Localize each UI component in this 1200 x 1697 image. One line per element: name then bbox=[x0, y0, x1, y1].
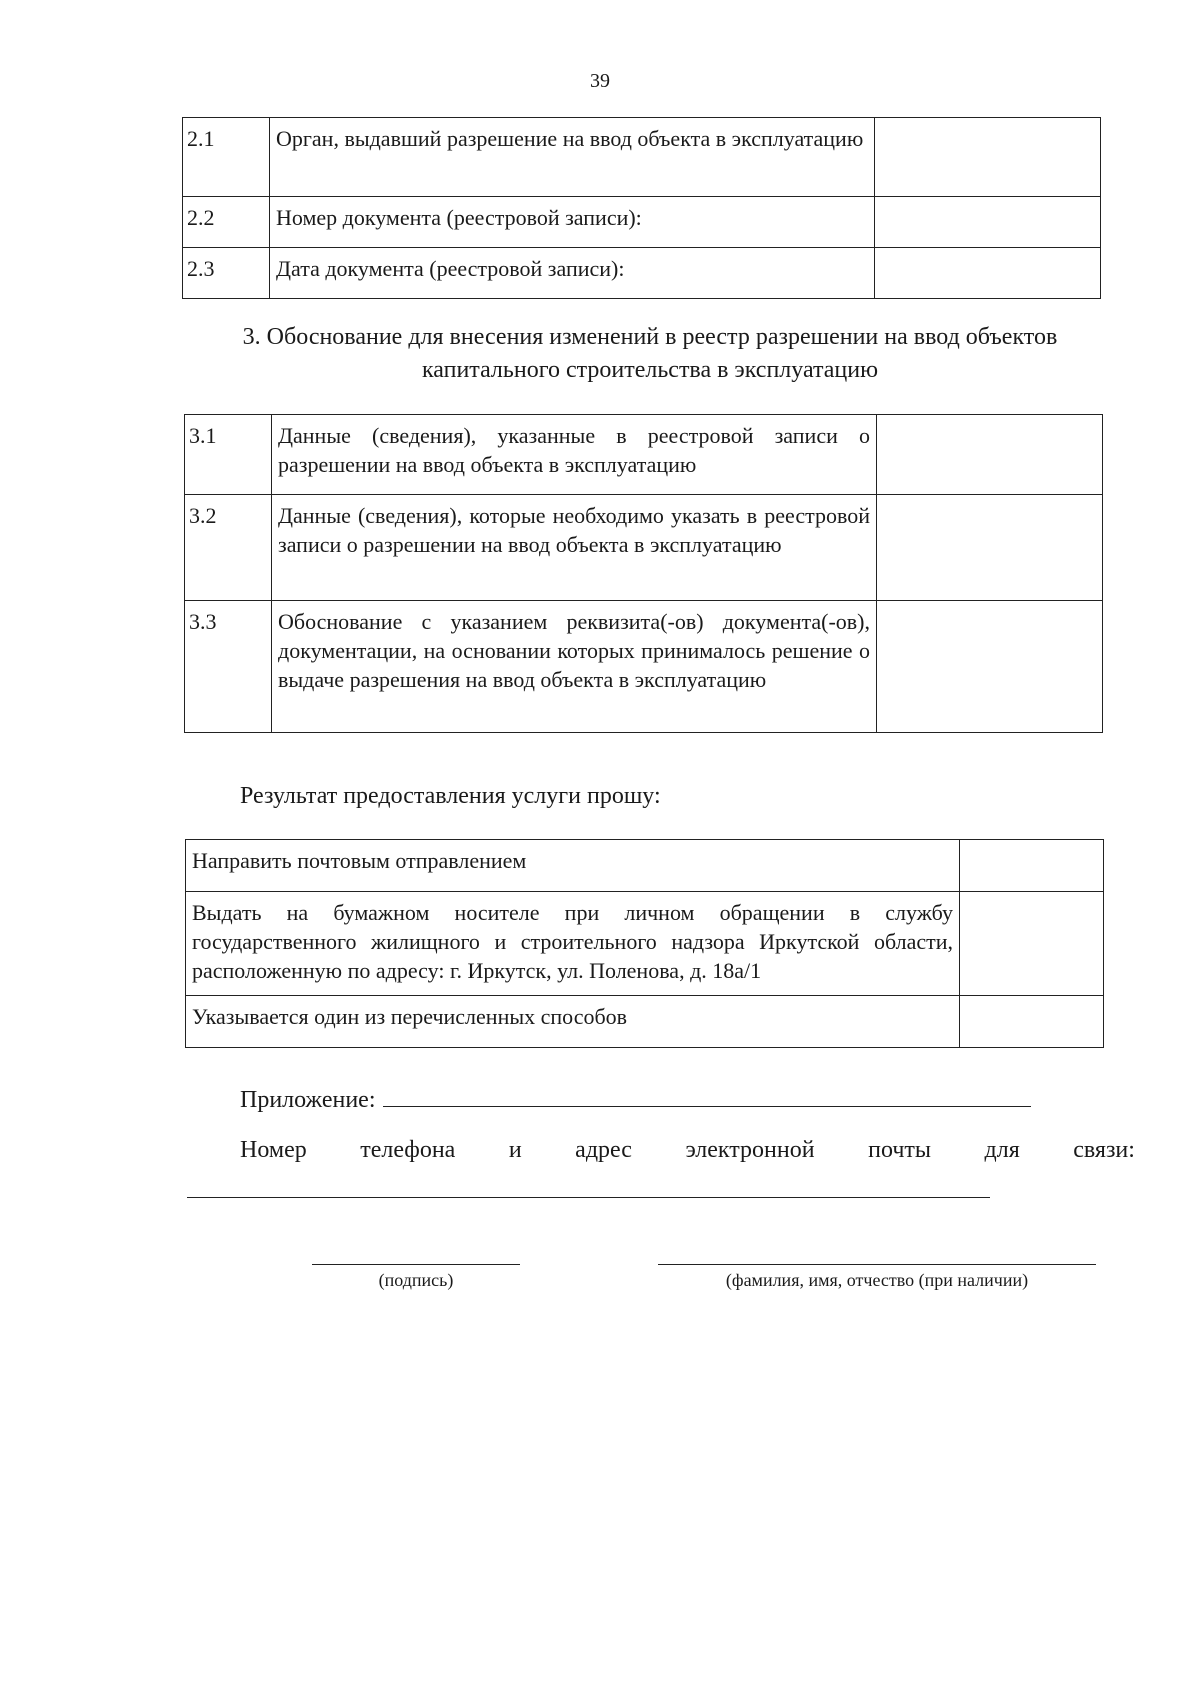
value-field[interactable] bbox=[877, 415, 1103, 495]
row-number: 3.1 bbox=[185, 415, 272, 495]
contact-word: и bbox=[508, 1137, 522, 1163]
table-row bbox=[185, 415, 1103, 495]
option-checkbox-cell[interactable] bbox=[960, 840, 1104, 892]
section3-heading: 3. Обоснование для внесения изменений в реестр разрешении на ввод объектов капитального строительства в эксплуатацию bbox=[242, 324, 1058, 383]
contact-word: адрес bbox=[575, 1137, 632, 1163]
attachment-input-line[interactable] bbox=[383, 1082, 1031, 1107]
row-number: 2.1 bbox=[183, 118, 270, 197]
row-number: 3.2 bbox=[185, 495, 272, 601]
value-field[interactable] bbox=[877, 601, 1103, 733]
section3-table bbox=[184, 414, 1103, 733]
attachment-line bbox=[240, 1082, 1031, 1114]
full-name-caption: (фамилия, имя, отчество (при наличии) bbox=[725, 1270, 1029, 1290]
row-label: Дата документа (реестровой записи): bbox=[270, 248, 875, 299]
contact-word: для bbox=[984, 1137, 1020, 1163]
row-label: Обоснование с указанием реквизита(-ов) документа(-ов), документации, на основании которых принималось решение о выдаче разрешения на ввод объекта в эксплуатацию bbox=[272, 601, 877, 733]
table-row bbox=[185, 495, 1103, 601]
signature-line[interactable] bbox=[312, 1264, 520, 1265]
table-row bbox=[183, 197, 1101, 248]
option-label: Выдать на бумажном носителе при личном обращении в службу государственного жилищного и строительного надзора Иркутской области, расположенную по адресу: г. Иркутск, ул. Поленова, д. 18а/1 bbox=[186, 892, 960, 996]
value-field[interactable] bbox=[875, 197, 1101, 248]
signature-caption: (подпись) bbox=[378, 1270, 454, 1290]
row-label: Данные (сведения), указанные в реестровой записи о разрешении на ввод объекта в эксплуатацию bbox=[272, 415, 877, 495]
table-row bbox=[186, 840, 1104, 892]
contact-word: Номер bbox=[240, 1137, 307, 1163]
row-number: 2.2 bbox=[183, 197, 270, 248]
row-label: Номер документа (реестровой записи): bbox=[270, 197, 875, 248]
row-label: Орган, выдавший разрешение на ввод объекта в эксплуатацию bbox=[270, 118, 875, 197]
value-field[interactable] bbox=[875, 248, 1101, 299]
row-label: Данные (сведения), которые необходимо указать в реестровой записи о разрешении на ввод объекта в эксплуатацию bbox=[272, 495, 877, 601]
contact-label bbox=[240, 1137, 1135, 1164]
section2-table bbox=[182, 117, 1101, 299]
full-name-line[interactable] bbox=[658, 1264, 1096, 1265]
contact-input-line[interactable] bbox=[187, 1197, 990, 1198]
option-label: Направить почтовым отправлением bbox=[186, 840, 960, 892]
page-number: 39 bbox=[590, 70, 610, 92]
value-field[interactable] bbox=[875, 118, 1101, 197]
result-options-table bbox=[185, 839, 1104, 1048]
contact-word: связи: bbox=[1073, 1137, 1135, 1163]
row-number: 2.3 bbox=[183, 248, 270, 299]
value-field[interactable] bbox=[877, 495, 1103, 601]
contact-word: почты bbox=[868, 1137, 931, 1163]
table-row bbox=[185, 601, 1103, 733]
row-number: 3.3 bbox=[185, 601, 272, 733]
option-label: Указывается один из перечисленных способов bbox=[186, 996, 960, 1048]
table-row bbox=[186, 892, 1104, 996]
option-checkbox-cell[interactable] bbox=[960, 996, 1104, 1048]
table-row bbox=[183, 118, 1101, 197]
attachment-label: Приложение: bbox=[240, 1087, 376, 1113]
result-heading: Результат предоставления услуги прошу: bbox=[240, 783, 661, 809]
table-row bbox=[186, 996, 1104, 1048]
table-row bbox=[183, 248, 1101, 299]
option-checkbox-cell[interactable] bbox=[960, 892, 1104, 996]
contact-word: электронной bbox=[685, 1137, 815, 1163]
contact-word: телефона bbox=[360, 1137, 456, 1163]
